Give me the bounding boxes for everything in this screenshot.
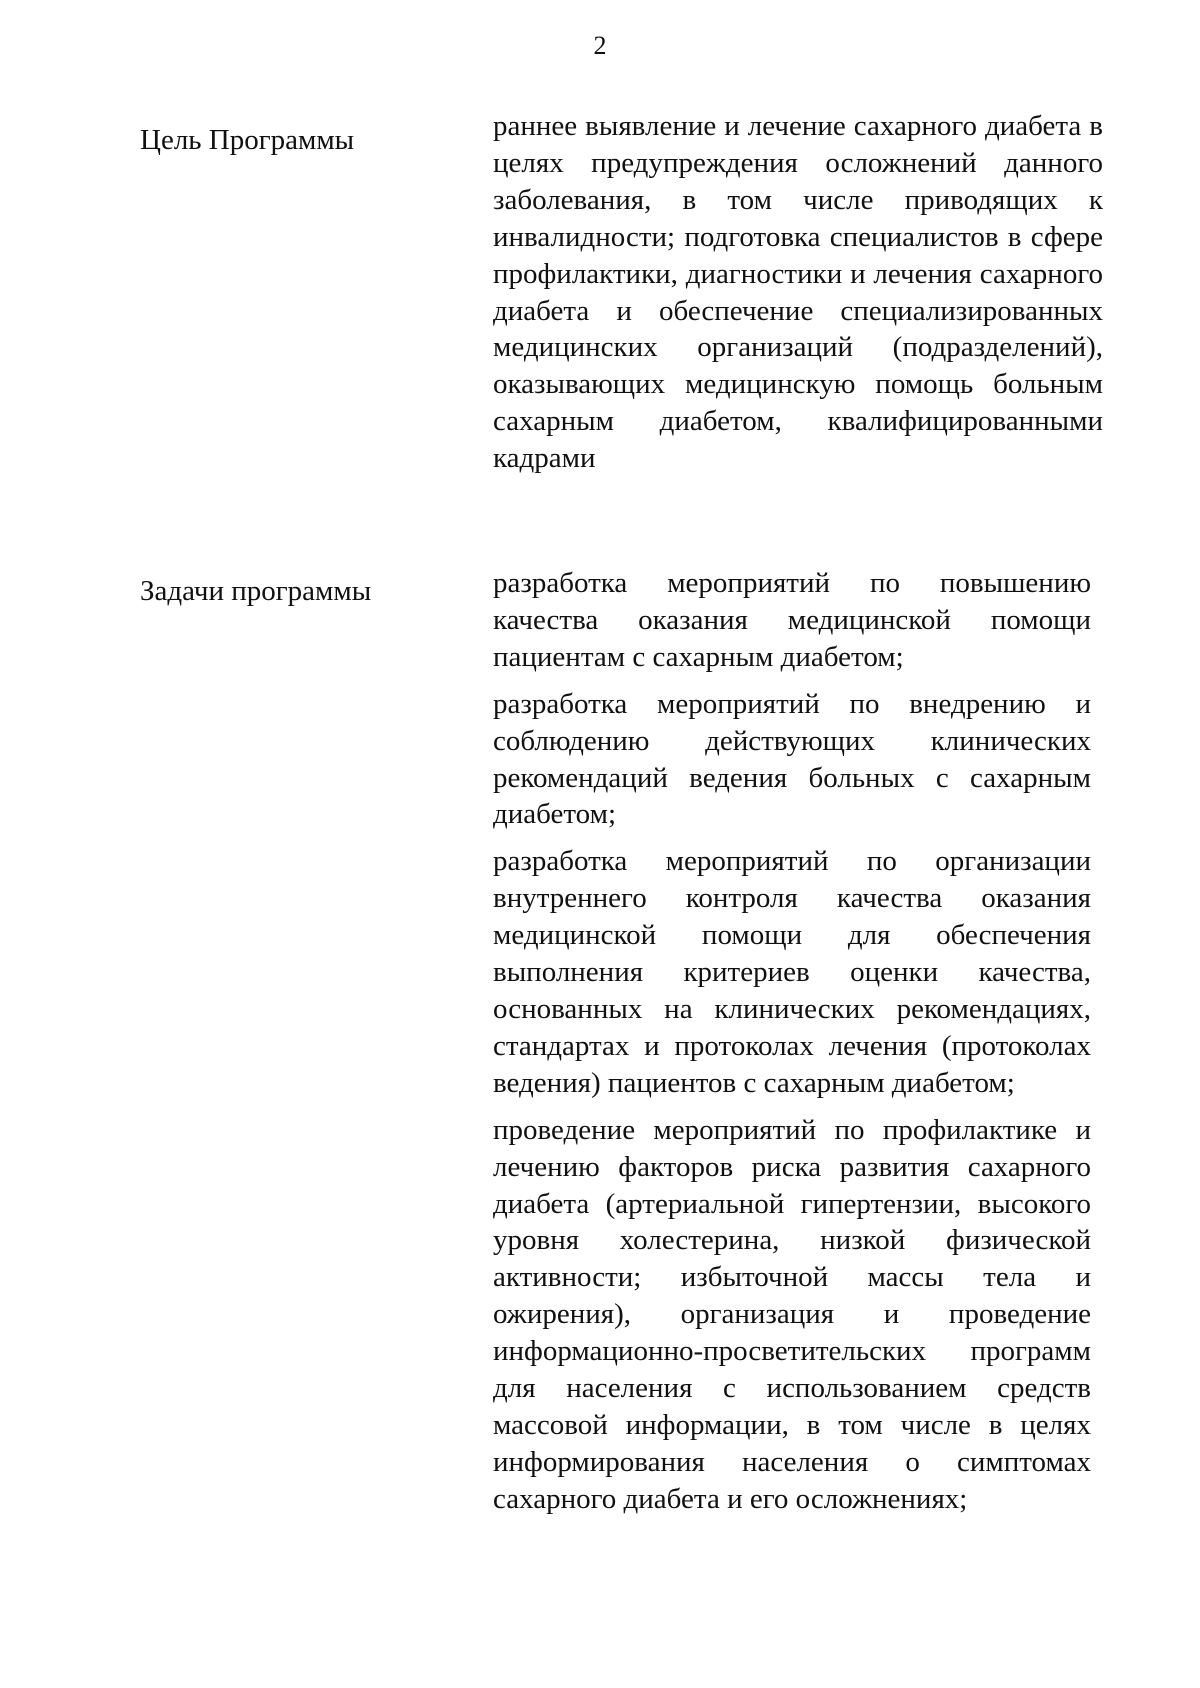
- goal-label: Цель Программы: [140, 124, 355, 156]
- goal-text: раннее выявление и лечение сахарного диабета в целях предупреждения осложнений данного заболевания, в том числе приводящих к инвалидности; подготовка специалистов в сфере профилактики, диагностики и лечения сахарного диабета и обеспечение специализированных медицинских организаций (подразделений), оказывающих медицинскую помощь больным сахарным диабетом, квалифицированными кадрами: [493, 110, 1103, 475]
- task-item: разработка мероприятий по повышению качества оказания медицинской помощи пациентам с сахарным диабетом;: [493, 567, 1091, 673]
- task-item: разработка мероприятий по организации внутреннего контроля качества оказания медицинской помощи для обеспечения выполнения критериев оценки качества, основанных на клинических рекомендациях, стандартах и протоколах лечения (протоколах ведения) пациентов с сахарным диабетом;: [493, 845, 1091, 1099]
- task-item: разработка мероприятий по внедрению и соблюдению действующих клинических рекомендаций ведения больных с сахарным диабетом;: [493, 687, 1091, 831]
- page-number: 2: [593, 31, 607, 60]
- goal-content: [493, 108, 1103, 477]
- tasks-content: [493, 565, 1091, 1528]
- task-item: проведение мероприятий по профилактике и лечению факторов риска развития сахарного диабета (артериальной гипертензии, высокого уровня холестерина, низкой физической активности; избыточной массы тела и ожирения), организация и проведение информационно-просветительских программ для населения с использованием средств массовой информации, в том числе в целях информирования населения о симптомах сахарного диабета и его осложнениях;: [493, 1113, 1091, 1515]
- tasks-label: Задачи программы: [140, 575, 372, 607]
